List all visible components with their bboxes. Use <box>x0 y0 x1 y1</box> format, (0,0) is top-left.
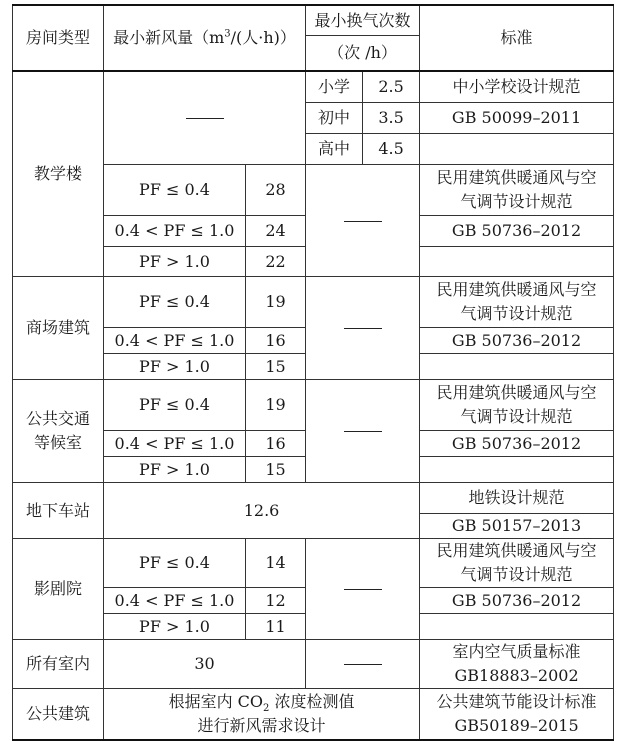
air-change-value: 4.5 <box>363 134 420 165</box>
standard-name: 民用建筑供暖通风与空 气调节设计规范 <box>420 380 614 431</box>
table-row <box>13 380 614 431</box>
room-type-public: 公共建筑 <box>13 689 104 741</box>
pf-condition: 0.4 < PF ≤ 1.0 <box>104 431 246 457</box>
pf-condition: PF > 1.0 <box>104 354 246 380</box>
standard-code: GB 50736–2012 <box>420 328 614 354</box>
empty-cell <box>420 457 614 483</box>
room-type-transit: 公共交通 等候室 <box>13 380 104 483</box>
header-room-type: 房间类型 <box>13 5 104 71</box>
air-change-value: 3.5 <box>363 103 420 134</box>
room-type-subway: 地下车站 <box>13 483 104 539</box>
fresh-air-value: 12 <box>246 588 306 614</box>
standard-name: 民用建筑供暖通风与空 气调节设计规范 <box>420 165 614 216</box>
air-change-value: 2.5 <box>363 71 420 103</box>
fresh-air-value: 15 <box>246 457 306 483</box>
pf-condition: PF > 1.0 <box>104 457 246 483</box>
air-change-dash <box>306 539 420 640</box>
standard-code: GB 50736–2012 <box>420 216 614 247</box>
room-type-teaching: 教学楼 <box>13 71 104 277</box>
standard-code: GB 50736–2012 <box>420 588 614 614</box>
empty-cell <box>420 134 614 165</box>
header-standard: 标准 <box>420 5 614 71</box>
table-row <box>13 165 614 216</box>
school-level: 高中 <box>306 134 363 165</box>
standard-name: 公共建筑节能设计标准 GB50189–2015 <box>420 689 614 741</box>
pf-condition: 0.4 < PF ≤ 1.0 <box>104 216 246 247</box>
fresh-air-value: 22 <box>246 247 306 277</box>
table-row <box>13 483 614 514</box>
pf-condition: PF ≤ 0.4 <box>104 277 246 328</box>
air-change-dash <box>306 380 420 483</box>
empty-cell <box>420 247 614 277</box>
dash-mark <box>186 118 224 119</box>
public-requirement: 根据室内 $CO_2$ 浓度检测值 进行新风需求设计 <box>104 689 420 741</box>
standard-code: GB 50099–2011 <box>420 103 614 134</box>
dash-mark <box>344 431 382 432</box>
empty-cell <box>420 354 614 380</box>
fresh-air-value: 16 <box>246 328 306 354</box>
pf-condition: PF ≤ 0.4 <box>104 539 246 588</box>
pf-condition: PF > 1.0 <box>104 614 246 640</box>
subway-value: 12.6 <box>104 483 420 539</box>
air-change-dash <box>306 277 420 380</box>
ventilation-standards-table <box>12 4 614 741</box>
pf-condition: PF ≤ 0.4 <box>104 380 246 431</box>
pf-condition: PF > 1.0 <box>104 247 246 277</box>
header-min-fresh-air: 最小新风量（$m^3/$(人·h)） <box>104 5 306 71</box>
pf-condition: 0.4 < PF ≤ 1.0 <box>104 588 246 614</box>
dash-mark <box>344 664 382 665</box>
fresh-air-value: 28 <box>246 165 306 216</box>
pf-condition: PF ≤ 0.4 <box>104 165 246 216</box>
table-row <box>13 277 614 328</box>
air-change-dash <box>306 165 420 277</box>
fresh-air-value: 19 <box>246 380 306 431</box>
header-row-1 <box>13 5 614 36</box>
standard-name: 地铁设计规范 <box>420 483 614 514</box>
room-type-mall: 商场建筑 <box>13 277 104 380</box>
standard-code: GB 50157–2013 <box>420 514 614 539</box>
standard-name: 民用建筑供暖通风与空 气调节设计规范 <box>420 539 614 588</box>
fresh-air-value: 30 <box>104 640 306 689</box>
fresh-air-value: 19 <box>246 277 306 328</box>
table-row <box>13 689 614 741</box>
standard-code: GB 50736–2012 <box>420 431 614 457</box>
standards-table-container <box>12 4 614 741</box>
pf-condition: 0.4 < PF ≤ 1.0 <box>104 328 246 354</box>
standard-name: 民用建筑供暖通风与空 气调节设计规范 <box>420 277 614 328</box>
school-level: 初中 <box>306 103 363 134</box>
air-change-dash <box>306 640 420 689</box>
fresh-air-value: 11 <box>246 614 306 640</box>
empty-cell <box>420 614 614 640</box>
school-level: 小学 <box>306 71 363 103</box>
header-min-air-change-unit: （次 /h） <box>306 36 420 72</box>
standard-name: 中小学校设计规范 <box>420 71 614 103</box>
room-type-theater: 影剧院 <box>13 539 104 640</box>
fresh-air-dash <box>104 71 306 165</box>
dash-mark <box>344 221 382 222</box>
header-min-air-change: 最小换气次数 <box>306 5 420 36</box>
table-row <box>13 71 614 103</box>
standard-name: 室内空气质量标准 GB18883–2002 <box>420 640 614 689</box>
dash-mark <box>344 589 382 590</box>
fresh-air-value: 15 <box>246 354 306 380</box>
fresh-air-value: 24 <box>246 216 306 247</box>
table-row <box>13 539 614 588</box>
header-min-fresh-air-label: 最小新风量 <box>113 28 194 47</box>
fresh-air-value: 16 <box>246 431 306 457</box>
room-type-indoor: 所有室内 <box>13 640 104 689</box>
fresh-air-value: 14 <box>246 539 306 588</box>
table-row <box>13 640 614 689</box>
dash-mark <box>344 328 382 329</box>
